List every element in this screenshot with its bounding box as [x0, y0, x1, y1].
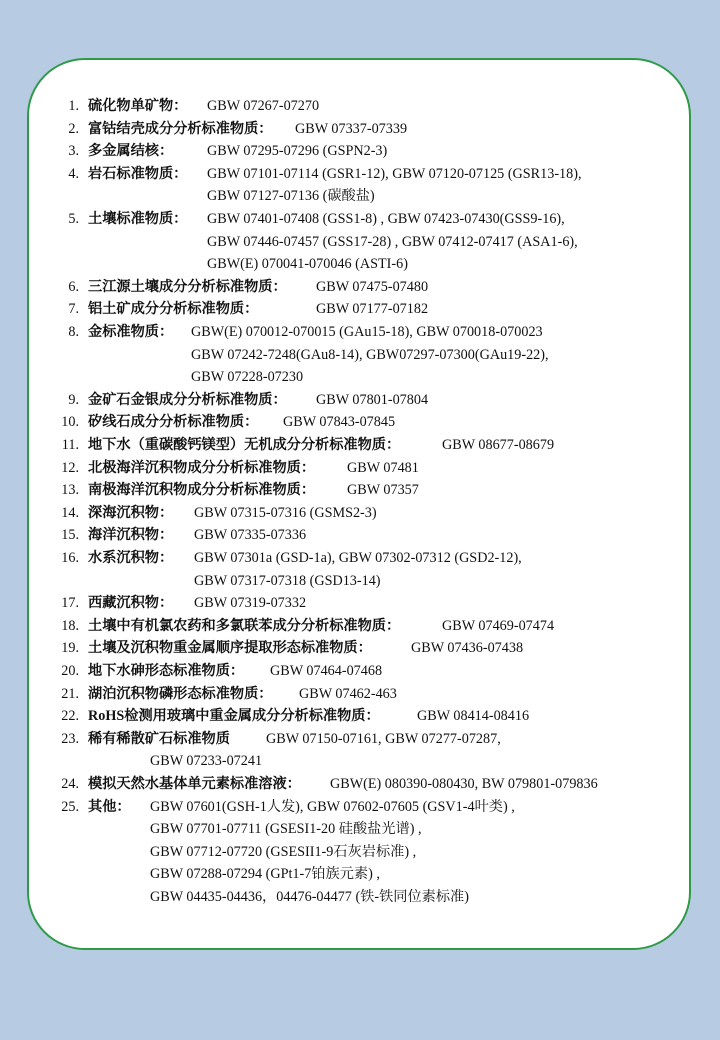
item-value-line: GBW 07101-07114 (GSR1-12), GBW 07120-07125 (GSR13-18), [207, 165, 582, 182]
item-number: 22. [61, 708, 79, 725]
item-number: 12. [61, 459, 79, 476]
item-value-line: GBW 07357 [347, 482, 419, 499]
item-label: 深海沉积物： [88, 504, 174, 521]
item-number: 4. [68, 165, 79, 182]
item-number: 11. [61, 437, 79, 453]
item-label: 三江源土壤成分分析标准物质： [88, 278, 287, 295]
item-number: 23. [61, 730, 79, 747]
content-card [27, 58, 691, 950]
item-value-line: GBW 07462-463 [299, 685, 397, 702]
item-value-line: GBW 07469-07474 [442, 617, 555, 634]
item-label: 矽线石成分分析标准物质： [88, 414, 259, 431]
item-number: 21. [61, 685, 79, 702]
item-value-line: GBW 07337-07339 [295, 120, 408, 137]
item-value-line: GBW 07177-07182 [316, 301, 429, 318]
item-label: 水系沉积物： [88, 550, 174, 566]
item-label: 土壤及沉积物重金属顺序提取形态标准物质： [88, 640, 372, 657]
item-number: 19. [61, 640, 79, 657]
item-value-line: GBW 07315-07316 (GSMS2-3) [194, 504, 377, 521]
item-number: 20. [61, 663, 79, 679]
item-number: 16. [61, 550, 79, 566]
item-label: 土壤标准物质： [88, 211, 188, 227]
item-label: 地下水（重碳酸钙镁型）无机成分分析标准物质： [88, 437, 401, 453]
item-value-line: GBW 07242-7248(GAu8-14), GBW07297-07300(GAu19-22), [191, 346, 549, 363]
item-value-line: GBW 07464-07468 [270, 663, 383, 679]
item-value-line: GBW 07601(GSH-1人发), GBW 07602-07605 (GSV1-4叶类) , [150, 798, 515, 815]
item-label: 西藏沉积物： [88, 595, 174, 612]
item-value-line: GBW 07233-07241 [150, 753, 263, 770]
item-value-line: GBW 07150-07161, GBW 07277-07287, [266, 730, 501, 747]
item-label: 金矿石金银成分分析标准物质： [88, 391, 287, 408]
item-value-line: GBW 07701-07711 (GSESI1-20 硅酸盐光谱) , [150, 821, 422, 838]
item-number: 13. [61, 482, 79, 499]
item-label: 多金属结核： [88, 143, 174, 160]
item-number: 5. [68, 211, 79, 227]
item-value-line: GBW 08677-08679 [442, 437, 555, 453]
item-number: 6. [68, 278, 79, 295]
item-number: 10. [61, 414, 79, 431]
item-value-line: GBW 07401-07408 (GSS1-8) , GBW 07423-07430(GSS9-16), [207, 211, 565, 227]
item-label: 金标准物质： [88, 324, 174, 340]
item-value-line: GBW 07288-07294 (GPt1-7铂族元素) , [150, 866, 380, 883]
item-value-line: GBW 07481 [347, 459, 419, 476]
item-value-line: GBW 07446-07457 (GSS17-28) , GBW 07412-07417 (ASA1-6), [207, 233, 578, 250]
item-label: 岩石标准物质： [88, 165, 188, 182]
item-label: 北极海洋沉积物成分分析标准物质： [88, 459, 316, 476]
item-value-line: GBW 07801-07804 [316, 391, 429, 408]
item-number: 24. [61, 776, 79, 792]
item-number: 8. [68, 324, 79, 340]
item-value-line: GBW 07301a (GSD-1a), GBW 07302-07312 (GSD2-12), [194, 550, 522, 566]
item-number: 25. [61, 798, 79, 815]
item-number: 3. [68, 143, 79, 160]
item-number: 17. [61, 595, 79, 612]
item-number: 7. [68, 301, 79, 318]
item-label: 铝土矿成分分析标准物质： [88, 301, 259, 318]
item-value-line: GBW 07843-07845 [283, 414, 396, 431]
item-value-line: GBW 07436-07438 [411, 640, 524, 657]
item-value-line: GBW 07317-07318 (GSD13-14) [194, 572, 381, 589]
item-number: 15. [61, 527, 79, 544]
item-value-line: GBW(E) 070012-070015 (GAu15-18), GBW 070018-070023 [191, 324, 543, 340]
item-value-line: GBW 07127-07136 (碳酸盐) [207, 188, 375, 205]
item-label: 湖泊沉积物磷形态标准物质： [88, 685, 273, 702]
item-value-line: GBW(E) 080390-080430, BW 079801-079836 [330, 776, 598, 792]
item-value-line: GBW 07267-07270 [207, 98, 320, 114]
item-label: 海洋沉积物： [88, 527, 174, 544]
item-label: 地下水砷形态标准物质： [88, 663, 245, 679]
item-number: 14. [61, 504, 79, 521]
item-number: 18. [61, 617, 79, 634]
item-value-line: GBW 07712-07720 (GSESII1-9石灰岩标准) , [150, 843, 417, 860]
item-number: 9. [68, 391, 79, 408]
item-label: 南极海洋沉积物成分分析标准物质： [88, 482, 316, 499]
item-value-line: GBW 07295-07296 (GSPN2-3) [207, 143, 388, 160]
item-label: RoHS检测用玻璃中重金属成分分析标准物质： [88, 708, 380, 725]
item-number: 1. [68, 98, 79, 114]
item-value-line: GBW 07475-07480 [316, 278, 429, 295]
item-value-line: GBW 07228-07230 [191, 369, 304, 386]
item-label: 模拟天然水基体单元素标准溶液： [88, 776, 301, 792]
item-value-line: GBW 07335-07336 [194, 527, 307, 544]
item-value-line: GBW 08414-08416 [417, 708, 530, 725]
item-label: 硫化物单矿物： [88, 98, 188, 114]
item-label: 富钴结壳成分分析标准物质： [88, 120, 273, 137]
item-label: 土壤中有机氯农药和多氯联苯成分分析标准物质： [88, 617, 401, 634]
item-number: 2. [68, 120, 79, 137]
item-label: 其他： [88, 798, 131, 815]
item-value-line: GBW 07319-07332 [194, 595, 307, 612]
item-label: 稀有稀散矿石标准物质 [88, 730, 230, 747]
item-value-line: GBW(E) 070041-070046 (ASTI-6) [207, 256, 408, 273]
item-value-line: GBW 04435-04436，04476-04477 (铁-铁同位素标准) [150, 888, 469, 905]
